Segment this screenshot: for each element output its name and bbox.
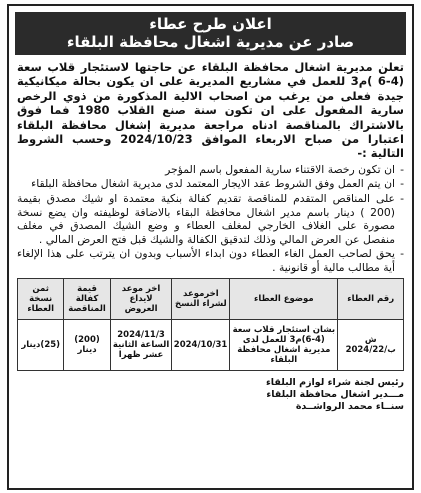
table-row xyxy=(18,319,404,370)
header-last-purchase-date: اخرموعد لشراء النسخ xyxy=(172,278,230,319)
cell-copy-price: (25)دينار xyxy=(18,319,64,370)
table-header-row xyxy=(18,278,404,319)
header-last-submission-date: اخر موعد لايداع العروض xyxy=(110,278,172,319)
cell-tender-subject: بشان استئجار قلاب سعة (4-6)م3 للعمل لدى مديرية اشغال محافظة البلقاء xyxy=(230,319,338,370)
signature-line-committee: رئيس لجنة شراء لوازم البلقاء xyxy=(265,376,404,388)
condition-item: - على المناقص المتقدم للمناقصة تقديم كفالة بنكية معتمدة او شيك مصدق بقيمة (200 ) دينار باسم مدير اشغال محافظة البقاء بالاضافة لوظيفته وان يضع نسخة مصورة على الغلاف الخارجي لمغلف العطاء و وضع الشيك المصدق في مغلف منفصل عن العرض المالي وذلك لتدقيق الكفالة والشيك قبل فتح العرض المالي . xyxy=(17,192,404,246)
announcement-body xyxy=(9,55,412,413)
intro-paragraph: تعلن مديرية اشغال محافظة البلقاء عن حاجتها لاستئجار قلاب سعة (4-6 )م3 للعمل في مشاريع المديرية على ان يكون بحالة ميكانيكية جيدة فعلى من يرغب من اصحاب الالية المذكورة من ذوي الرخص سارية المفعول على ان تكون سنة صنع القلاب 1980 فما فوق بالاشتراك بالمناقصة ادناه مراجعة مديرية إشغال محافظة البلقاء اعتبارا من صباح الاربعاء الموافق 2024/10/23 وحسب الشروط التالية :- xyxy=(17,60,405,161)
signature-line-name: سنــاء محمد الرواشــدة xyxy=(295,400,404,412)
header-copy-price: ثمن نسخة العطاء xyxy=(18,278,64,319)
announcement-subtitle: صادر عن مديرية اشغال محافظة البلقاء xyxy=(66,33,355,51)
cell-last-purchase-date: 2024/10/31 xyxy=(172,319,230,370)
condition-item: - ان تكون رخصة الاقتناء سارية المفعول باسم المؤجر xyxy=(17,163,404,177)
conditions-list xyxy=(17,163,404,275)
cell-bond-value: (200) دينار xyxy=(64,319,110,370)
header-bond-value: قيمة كفالة المناقصة xyxy=(64,278,110,319)
cell-last-submission-date: 2024/11/3 الساعة الثانية عشر ظهرا xyxy=(110,319,172,370)
header-tender-subject: موضوع العطاء xyxy=(230,278,338,319)
signature-block xyxy=(234,377,404,413)
cell-tender-number: ش ب/2024/22 xyxy=(338,319,404,370)
announcement-frame xyxy=(7,4,414,490)
condition-item: - ان يتم العمل وفق الشروط عقد الايجار المعتمد لدى مديرية اشغال محافظة البلقاء xyxy=(17,177,404,191)
condition-item: - يحق لصاحب العمل الغاء العطاء دون ابداء الأسباب وبدون ان يترتب على هذا الإلغاء أية مطالب مالية أو قانونية . xyxy=(17,247,404,274)
announcement-title: اعلان طرح عطاء xyxy=(149,15,272,33)
header-tender-number: رقم العطاء xyxy=(338,278,404,319)
tenders-table xyxy=(17,278,404,371)
signature-line-title: مـــدير اشغال محافظة البلقاء xyxy=(266,388,404,400)
announcement-header xyxy=(15,12,406,55)
